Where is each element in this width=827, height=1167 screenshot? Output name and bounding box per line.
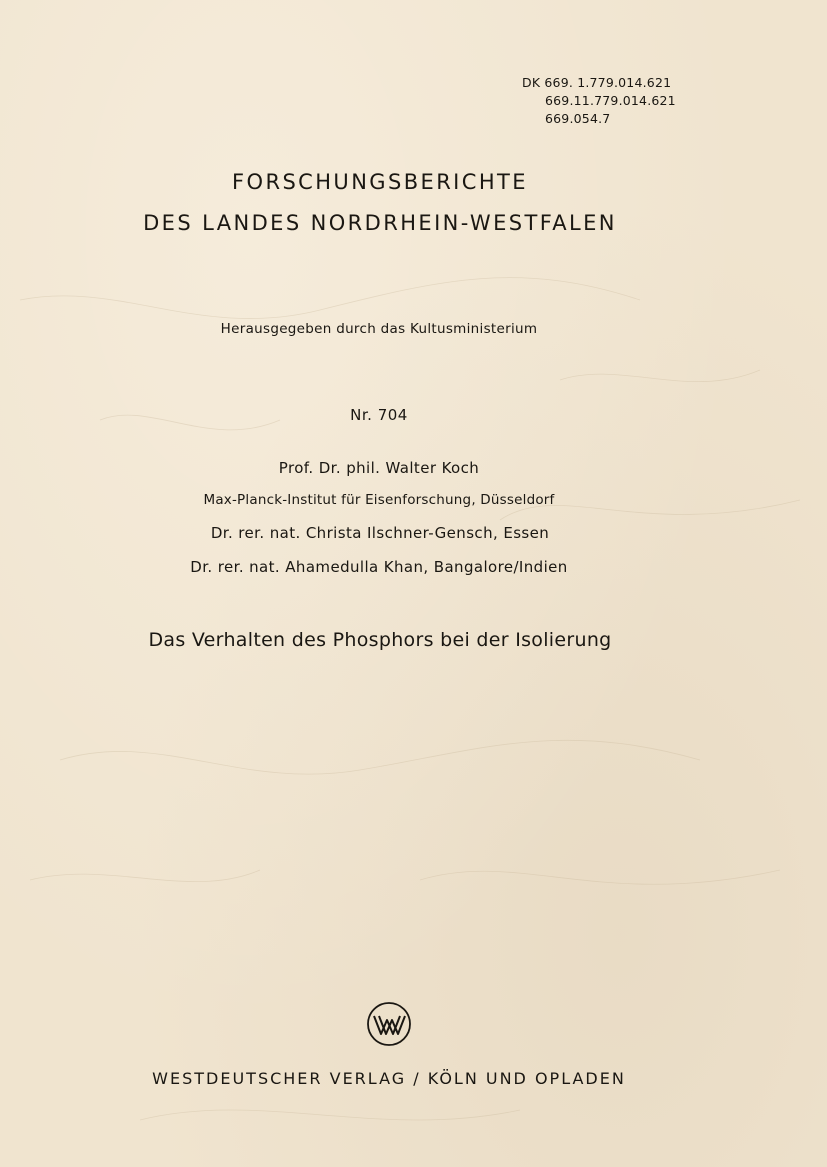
series-title-line-2: DES LANDES NORDRHEIN-WESTFALEN [143, 211, 617, 235]
author-3-name: Dr. rer. nat. Ahamedulla Khan, Bangalore/Indien [190, 558, 568, 576]
classification-line-3: 669.054.7 [545, 111, 611, 126]
classification-line-1: DK 669. 1.779.014.621 [522, 75, 672, 90]
publisher-imprint: WESTDEUTSCHER VERLAG / KÖLN UND OPLADEN [152, 1069, 626, 1088]
westdeutscher-verlag-logo-icon [366, 1001, 412, 1047]
editor-note: Herausgegeben durch das Kultusministerium [220, 321, 538, 337]
series-title-line-1: FORSCHUNGSBERICHTE [232, 170, 528, 194]
author-1-name: Prof. Dr. phil. Walter Koch [278, 459, 480, 477]
report-number: Nr. 704 [350, 406, 408, 424]
classification-numbers [522, 74, 676, 128]
author-1-affiliation: Max-Planck-Institut für Eisenforschung, Düsseldorf [203, 492, 555, 508]
report-title: Das Verhalten des Phosphors bei der Isolierung [148, 629, 612, 651]
author-2-name: Dr. rer. nat. Christa Ilschner-Gensch, Essen [210, 524, 550, 542]
classification-line-2: 669.11.779.014.621 [545, 93, 676, 108]
